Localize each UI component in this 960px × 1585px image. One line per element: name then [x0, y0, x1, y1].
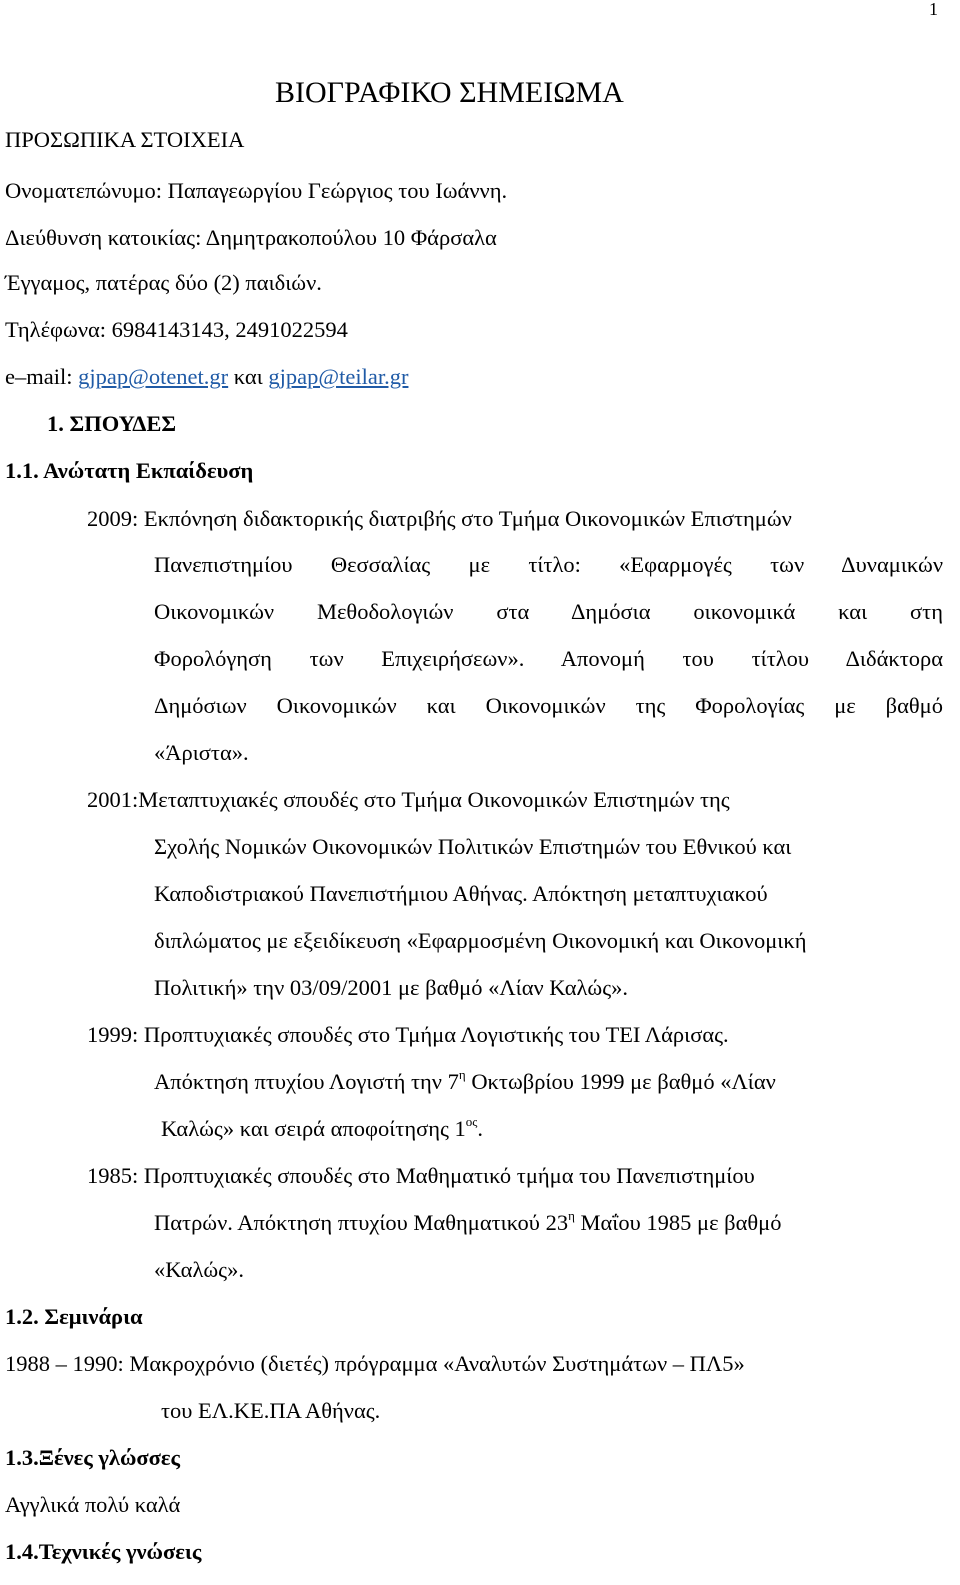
entry-1985-line-1: 1985: Προπτυχιακές σπουδές στο Μαθηματικό τμήμα του Πανεπιστημίου	[87, 1163, 755, 1188]
seminars-heading: 1.2. Σεμινάρια	[5, 1304, 143, 1329]
seminar-line-1: 1988 – 1990: Μακροχρόνιο (διετές) πρόγραμμα «Αναλυτών Συστημάτων – ΠΛ5»	[5, 1351, 745, 1376]
email-line	[5, 366, 408, 389]
entry-2009-line-2: Πανεπιστημίου Θεσσαλίας με τίτλο: «Εφαρμογές των Δυναμικών	[154, 552, 943, 577]
superscript: η	[568, 1208, 575, 1223]
entry-1985-line-2-rest: Μαΐου 1985 με βαθμό	[574, 1210, 782, 1235]
entry-2001-line-3: Καποδιστριακού Πανεπιστήμιου Αθήνας. Απόκτηση μεταπτυχιακού	[154, 881, 768, 906]
tech-heading: 1.4.Τεχνικές γνώσεις	[5, 1539, 202, 1564]
studies-heading: 1. ΣΠΟΥΔΕΣ	[47, 411, 177, 436]
personal-heading: ΠΡΟΣΩΠΙΚΑ ΣΤΟΙΧΕΙΑ	[5, 127, 245, 152]
entry-1985-line-2	[154, 1208, 782, 1235]
email-link-otenet[interactable]: gjpap@otenet.gr	[78, 364, 229, 389]
entry-2009-line-5: Δημόσιων Οικονομικών και Οικονομικών της Φορολογίας με βαθμό	[154, 693, 943, 718]
entry-1985-line-3: «Καλώς».	[154, 1257, 244, 1282]
entry-1999-line-2-text: Απόκτηση πτυχίου Λογιστή την 7	[154, 1069, 459, 1094]
superscript: η	[458, 1067, 466, 1082]
email-label: e–mail:	[5, 364, 79, 389]
entry-1999-line-1: 1999: Προπτυχιακές σπουδές στο Τμήμα Λογιστικής του ΤΕΙ Λάρισας.	[87, 1022, 729, 1047]
email-join: και	[228, 364, 269, 389]
entry-2009-line-6: «Άριστα».	[154, 740, 249, 765]
entry-1999-line-3-rest: .	[477, 1116, 484, 1141]
page-number: 1	[929, 0, 938, 19]
higher-education-heading: 1.1. Ανώτατη Εκπαίδευση	[5, 458, 254, 483]
seminar-line-2: του ΕΛ.ΚΕ.ΠΑ Αθήνας.	[161, 1398, 381, 1423]
entry-1999-line-2-rest: Οκτωβρίου 1999 με βαθμό «Λίαν	[465, 1069, 776, 1094]
entry-2001-line-1: 2001:Μεταπτυχιακές σπουδές στο Τμήμα Οικονομικών Επιστημών της	[87, 787, 730, 812]
languages-heading: 1.3.Ξένες γλώσσες	[5, 1445, 180, 1470]
family-line: Έγγαμος, πατέρας δύο (2) παιδιών.	[5, 270, 322, 295]
entry-2001-line-2: Σχολής Νομικών Οικονομικών Πολιτικών Επιστημών του Εθνικού και	[154, 834, 792, 859]
entry-1999-line-3	[161, 1114, 484, 1141]
name-line: Ονοματεπώνυμο: Παπαγεωργίου Γεώργιος του Ιωάννη.	[5, 178, 508, 203]
email-link-teilar[interactable]: gjpap@teilar.gr	[268, 364, 409, 389]
entry-1985-line-2-text: Πατρών. Απόκτηση πτυχίου Μαθηματικού 23	[154, 1210, 569, 1235]
entry-2009-line-1: 2009: Εκπόνηση διδακτορικής διατριβής στο Τμήμα Οικονομικών Επιστημών	[87, 506, 792, 531]
entry-2009-line-3: Οικονομικών Μεθοδολογιών στα Δημόσια οικονομικά και στη	[154, 599, 943, 624]
entry-1999-line-3-text: Καλώς» και σειρά αποφοίτησης 1	[161, 1116, 466, 1141]
superscript: ος	[465, 1114, 478, 1129]
entry-2001-line-4: διπλώματος με εξειδίκευση «Εφαρμοσμένη Οικονομική και Οικονομική	[154, 928, 807, 953]
document-title: ΒΙΟΓΡΑΦΙΚΟ ΣΗΜΕΙΩΜΑ	[275, 76, 624, 109]
phones-line: Τηλέφωνα: 6984143143, 2491022594	[5, 317, 348, 342]
address-line: Διεύθυνση κατοικίας: Δημητρακοπούλου 10 Φάρσαλα	[5, 225, 497, 250]
languages-line-1: Αγγλικά πολύ καλά	[5, 1492, 181, 1517]
entry-2009-line-4: Φορολόγηση των Επιχειρήσεων». Απονομή του τίτλου Διδάκτορα	[154, 646, 943, 671]
entry-1999-line-2	[154, 1067, 776, 1094]
entry-2001-line-5: Πολιτική» την 03/09/2001 με βαθμό «Λίαν Καλώς».	[154, 975, 628, 1000]
